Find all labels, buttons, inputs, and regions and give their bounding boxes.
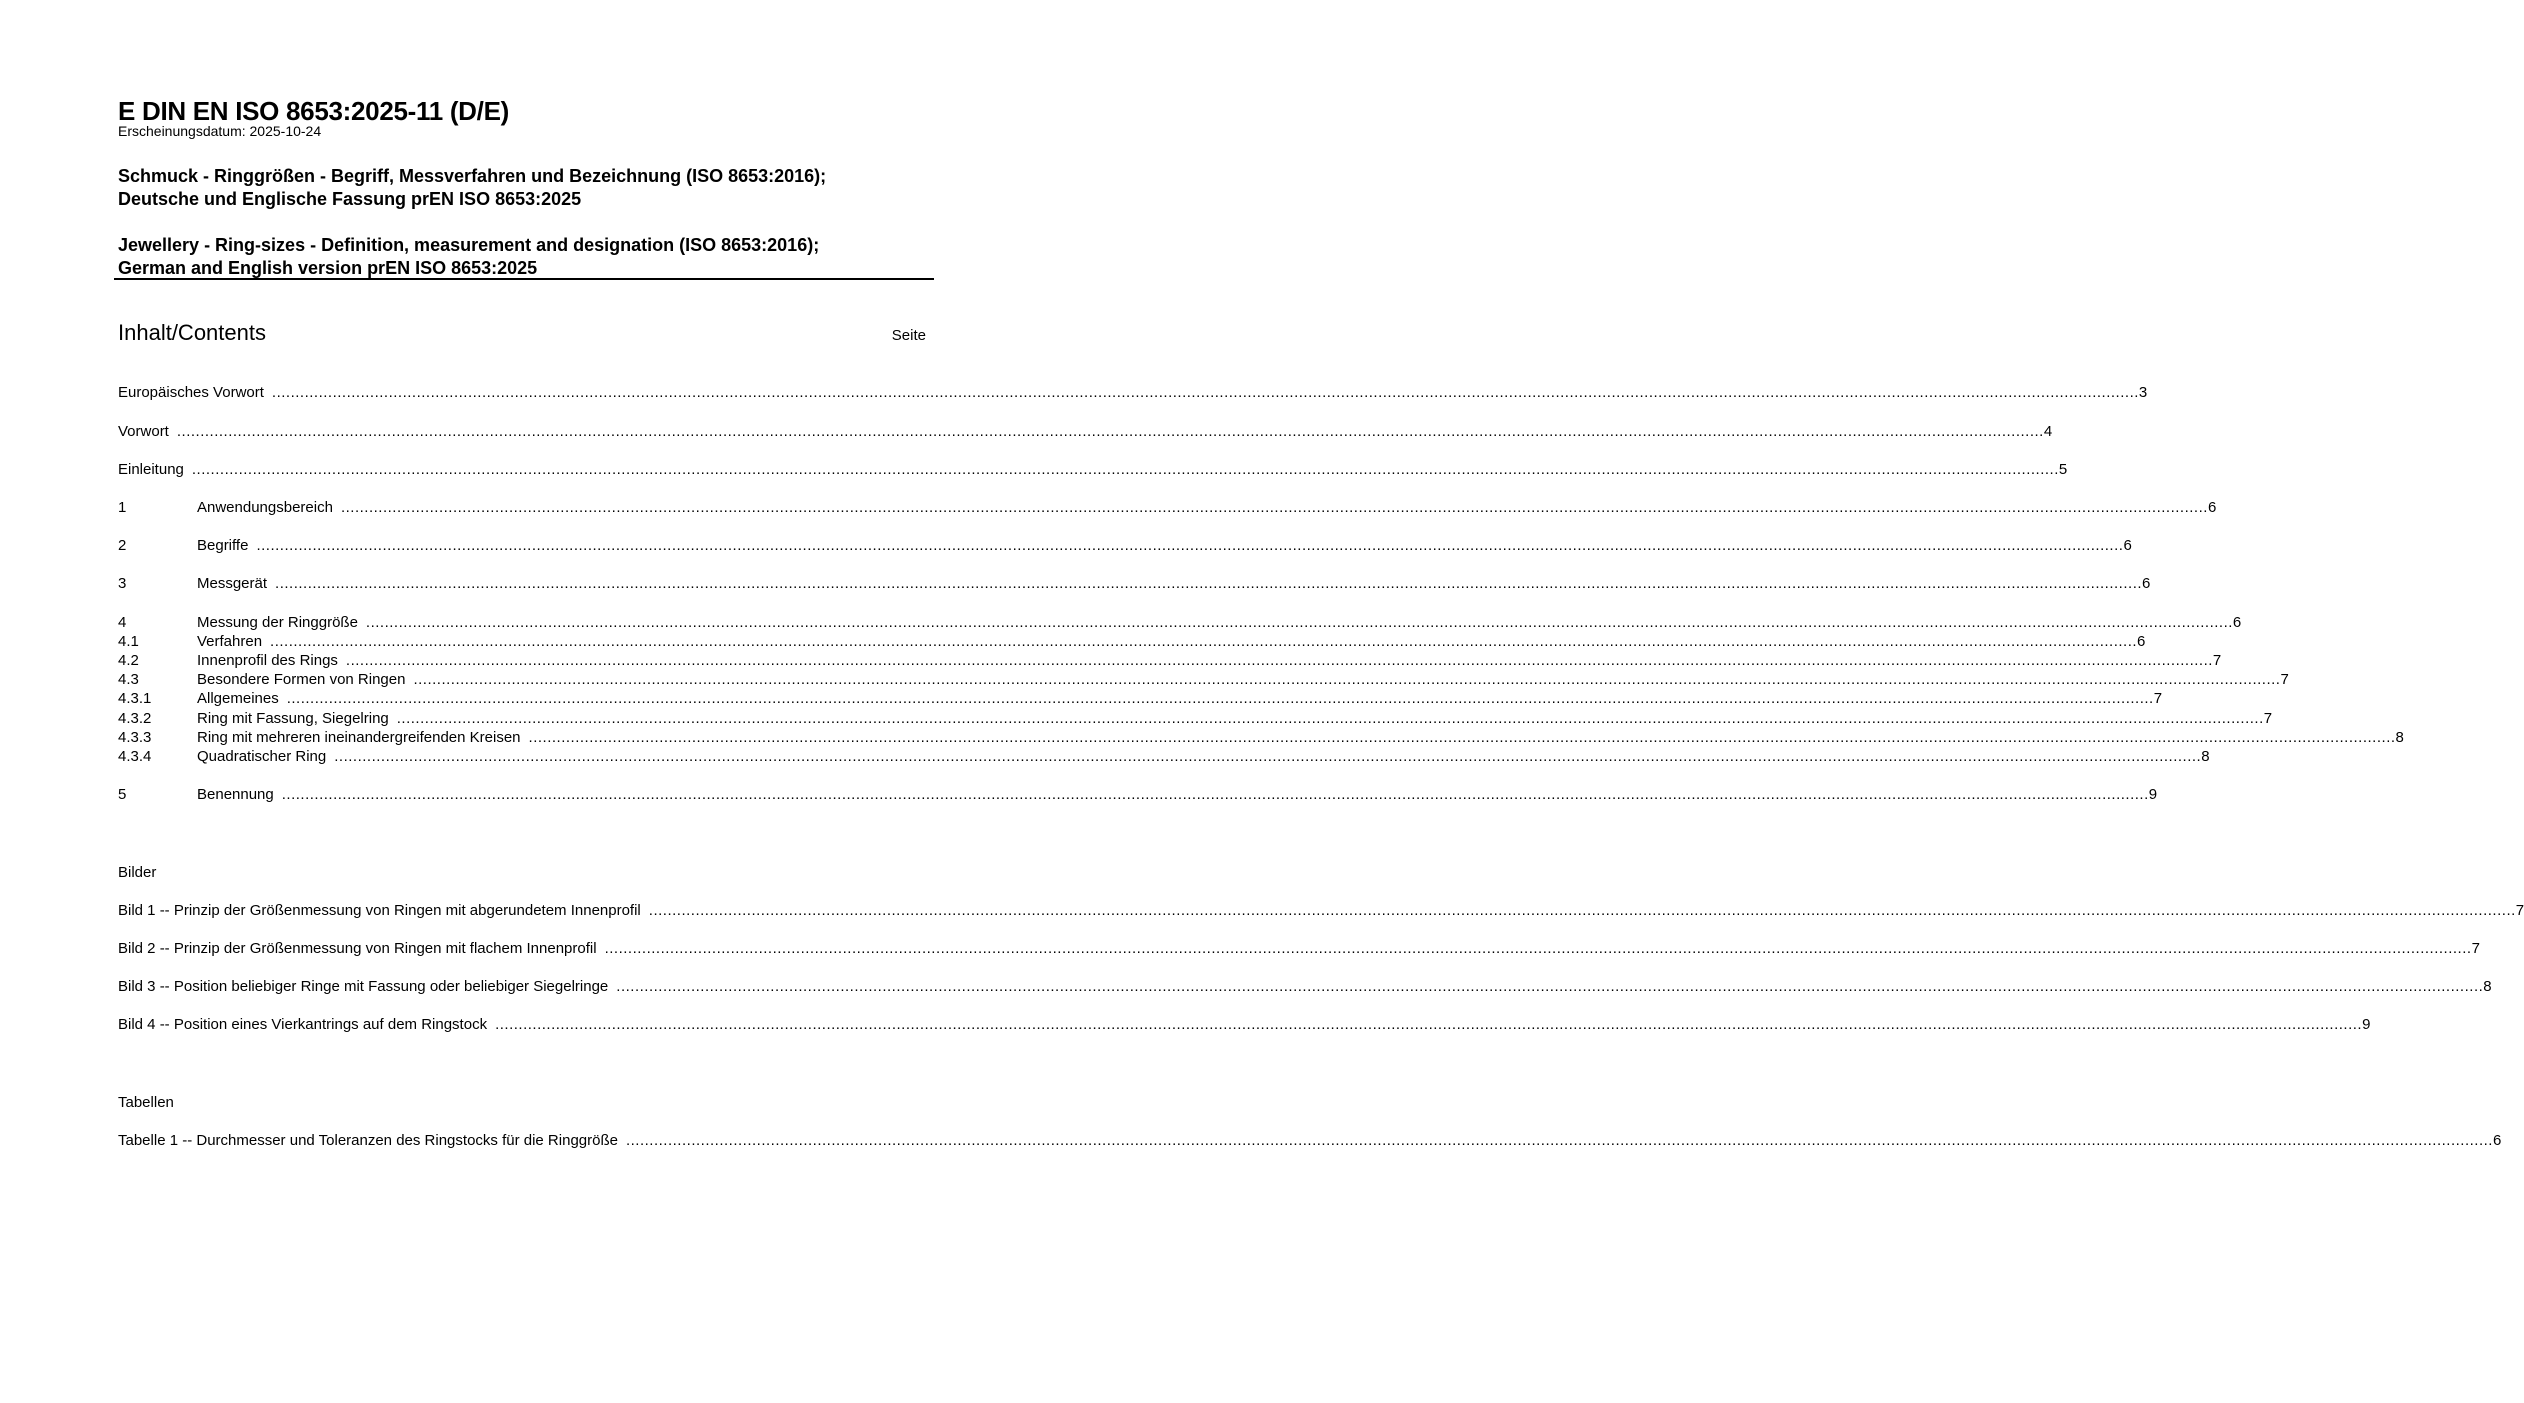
toc-entry-page: 6: [2142, 575, 2151, 592]
dot-leader: ................................................................................................................................................................................................................................................................................................................................................................................................................: [396, 710, 2264, 727]
title-english-line-1: Jewellery - Ring-sizes - Definition, measurement and designation (ISO 8653:2016);: [118, 235, 820, 255]
toc-entry[interactable]: [118, 729, 2404, 748]
table-entry-title: Tabelle 1 -- Durchmesser und Toleranzen des Ringstocks für die Ringgröße: [118, 1132, 618, 1149]
toc-entry-title: Allgemeines: [197, 690, 279, 707]
toc-entry-number: 3: [118, 575, 127, 592]
dot-leader: ................................................................................................................................................................................................................................................................................................................................................................................................................: [604, 940, 2472, 957]
toc-entry-page: 8: [2395, 729, 2404, 746]
toc-entry-page: 3: [2138, 384, 2148, 401]
toc-entry-number: 4.2: [118, 652, 139, 669]
dot-leader: ................................................................................................................................................................................................................................................................................................................................................................................................................: [340, 499, 2208, 516]
toc-entry-title: Anwendungsbereich: [197, 499, 333, 516]
dot-leader: ................................................................................................................................................................................................................................................................................................................................................................................................................: [345, 652, 2213, 669]
toc-entry-number: 4.3: [118, 671, 139, 688]
toc-entry-number: 4.3.1: [118, 690, 152, 707]
dot-leader: ................................................................................................................................................................................................................................................................................................................................................................................................................: [616, 978, 2484, 995]
toc-entry-number: 1: [118, 499, 127, 516]
toc-entry-title: Quadratischer Ring: [197, 748, 327, 765]
header-divider: [114, 278, 934, 280]
dot-leader: ................................................................................................................................................................................................................................................................................................................................................................................................................: [413, 671, 2281, 688]
toc-entry[interactable]: [118, 710, 2273, 729]
toc-entry[interactable]: [118, 575, 2151, 594]
toc-entry[interactable]: [118, 384, 2148, 403]
table-entry-page: 6: [2492, 1132, 2502, 1149]
figure-entry[interactable]: [118, 978, 2492, 997]
toc-entry-page: 9: [2148, 786, 2158, 803]
toc-entry[interactable]: [118, 671, 2289, 690]
figure-entry-title: Bild 4 -- Position eines Vierkantrings auf dem Ringstock: [118, 1016, 488, 1033]
figure-entry-page: 8: [2483, 978, 2492, 995]
toc-entry-page: 5: [2058, 461, 2068, 478]
toc-entry-page: 7: [2280, 671, 2289, 688]
toc-entry-page: 6: [2123, 537, 2132, 554]
dot-leader: ................................................................................................................................................................................................................................................................................................................................................................................................................: [365, 614, 2233, 631]
toc-entry-page: 6: [2207, 499, 2217, 516]
figure-entry[interactable]: [118, 940, 2480, 959]
dot-leader: ................................................................................................................................................................................................................................................................................................................................................................................................................: [528, 729, 2396, 746]
figure-entry[interactable]: [118, 902, 2524, 921]
dot-leader: ................................................................................................................................................................................................................................................................................................................................................................................................................: [495, 1016, 2363, 1033]
toc-entry-page: 4: [2043, 423, 2053, 440]
page-column-label: Seite: [891, 327, 926, 344]
figures-heading: Bilder: [118, 864, 157, 881]
toc-entry-page: 6: [2137, 633, 2146, 650]
figure-entry-page: 9: [2362, 1016, 2371, 1033]
toc-entry-number: 4.3.4: [118, 748, 152, 765]
figure-entry-title: Bild 1 -- Prinzip der Größenmessung von Ringen mit abgerundetem Innenprofil: [118, 902, 641, 919]
toc-entry-number: 4.3.2: [118, 710, 152, 727]
toc-entry-page: 8: [2201, 748, 2210, 765]
tables-heading: Tabellen: [118, 1094, 174, 1111]
toc-entry[interactable]: [118, 537, 2132, 556]
toc-entry[interactable]: [118, 614, 2242, 633]
toc-entry-title: Innenprofil des Rings: [197, 652, 338, 669]
table-entry[interactable]: [118, 1132, 2502, 1151]
toc-entry-title: Ring mit mehreren ineinandergreifenden Kreisen: [197, 729, 521, 746]
dot-leader: ................................................................................................................................................................................................................................................................................................................................................................................................................: [270, 633, 2138, 650]
toc-entry-page: 7: [2212, 652, 2222, 669]
toc-entry-title: Messung der Ringgröße: [197, 614, 358, 631]
dot-leader: ................................................................................................................................................................................................................................................................................................................................................................................................................: [648, 902, 2516, 919]
dot-leader: ................................................................................................................................................................................................................................................................................................................................................................................................................: [281, 786, 2149, 803]
figure-entry-title: Bild 3 -- Position beliebiger Ringe mit Fassung oder beliebiger Siegelringe: [118, 978, 609, 995]
toc-entry[interactable]: [118, 423, 2053, 442]
dot-leader: ................................................................................................................................................................................................................................................................................................................................................................................................................: [275, 575, 2143, 592]
toc-entry-title: Benennung: [197, 786, 274, 803]
toc-entry-page: 7: [2263, 710, 2273, 727]
document-number: E DIN EN ISO 8653:2025-11 (D/E): [118, 96, 509, 126]
dot-leader: ................................................................................................................................................................................................................................................................................................................................................................................................................: [286, 690, 2154, 707]
toc-entry-page: 6: [2232, 614, 2242, 631]
toc-entry[interactable]: [118, 633, 2146, 652]
toc-entry-title: Europäisches Vorwort: [118, 384, 264, 401]
figure-entry-page: 7: [2471, 940, 2480, 957]
toc-entry-page: 7: [2153, 690, 2163, 707]
dot-leader: ................................................................................................................................................................................................................................................................................................................................................................................................................: [256, 537, 2124, 554]
dot-leader: ................................................................................................................................................................................................................................................................................................................................................................................................................: [176, 423, 2044, 440]
figure-entry[interactable]: [118, 1016, 2371, 1035]
toc-entry[interactable]: [118, 690, 2163, 709]
toc-entry-number: 4.1: [118, 633, 139, 650]
toc-entry[interactable]: [118, 652, 2222, 671]
publication-date: Erscheinungsdatum: 2025-10-24: [118, 123, 322, 139]
figure-entry-page: 7: [2515, 902, 2524, 919]
toc-entry-title: Verfahren: [197, 633, 263, 650]
dot-leader: ................................................................................................................................................................................................................................................................................................................................................................................................................: [625, 1132, 2493, 1149]
toc-entry-title: Begriffe: [197, 537, 249, 554]
title-german-line-2: Deutsche und Englische Fassung prEN ISO 8653:2025: [118, 189, 582, 209]
toc-entry-title: Ring mit Fassung, Siegelring: [197, 710, 389, 727]
toc-entry-title: Besondere Formen von Ringen: [197, 671, 406, 688]
title-german: [118, 165, 826, 211]
toc-entry-title: Messgerät: [197, 575, 268, 592]
title-english: [118, 234, 819, 280]
toc-entry-title: Vorwort: [118, 423, 169, 440]
figure-entry-title: Bild 2 -- Prinzip der Größenmessung von Ringen mit flachem Innenprofil: [118, 940, 597, 957]
toc-entry-title: Einleitung: [118, 461, 184, 478]
toc-entry-number: 2: [118, 537, 127, 554]
title-german-line-1: Schmuck - Ringgrößen - Begriff, Messverfahren und Bezeichnung (ISO 8653:2016);: [118, 166, 827, 186]
toc-entry-number: 5: [118, 786, 127, 803]
dot-leader: ................................................................................................................................................................................................................................................................................................................................................................................................................: [191, 461, 2059, 478]
toc-entry[interactable]: [118, 461, 2068, 480]
title-english-line-2: German and English version prEN ISO 8653:2025: [118, 258, 538, 278]
toc-entry[interactable]: [118, 748, 2210, 767]
toc-entry-number: 4: [118, 614, 127, 631]
contents-heading: Inhalt/Contents: [118, 320, 266, 345]
dot-leader: ................................................................................................................................................................................................................................................................................................................................................................................................................: [271, 384, 2139, 401]
toc-entry[interactable]: [118, 786, 2158, 805]
dot-leader: ................................................................................................................................................................................................................................................................................................................................................................................................................: [334, 748, 2202, 765]
toc-entry-number: 4.3.3: [118, 729, 152, 746]
toc-entry[interactable]: [118, 499, 2217, 518]
